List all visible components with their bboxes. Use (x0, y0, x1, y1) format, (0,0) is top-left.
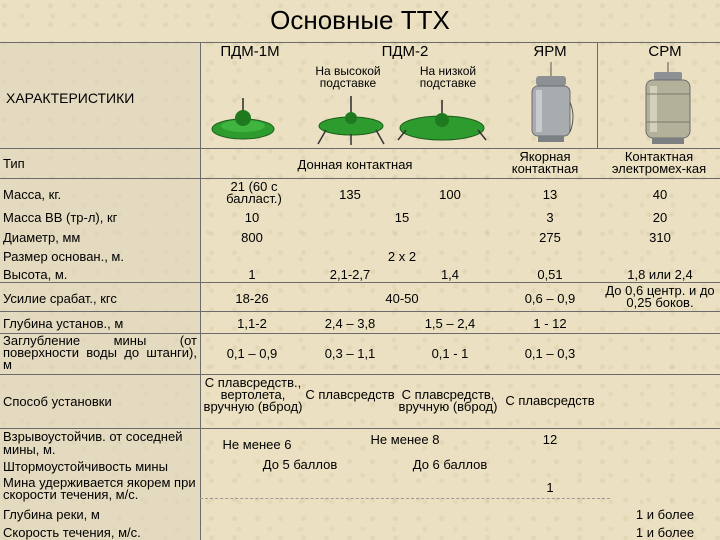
cell-value: Контактная электромех-кая (611, 149, 707, 176)
cell-value: 0,51 (537, 267, 563, 282)
row-label: Глубина установ., м (3, 316, 124, 331)
row-label: Масса ВВ (тр-л), кг (3, 210, 118, 225)
cell-value: 100 (439, 187, 461, 202)
cell-value: 1 и более (635, 507, 695, 522)
row-label: Штормоустойчивость мины (3, 459, 168, 474)
cell-value: 1 (248, 267, 256, 282)
cell-value: До 0,6 центр. и до 0,25 боков. (605, 283, 715, 310)
row-label: Способ установки (3, 394, 112, 409)
column-header-pdm2: ПДМ-2 (381, 43, 429, 60)
cell-value: До 6 баллов (412, 457, 488, 472)
cell-value: 15 (394, 210, 410, 225)
cell-value: 2,4 – 3,8 (324, 316, 376, 331)
row-divider-dashed (200, 498, 610, 499)
row-label: Заглубление мины (от поверхности воды до штанги), м (3, 333, 197, 372)
cell-value: 2 х 2 (387, 249, 417, 264)
row-divider (0, 374, 720, 375)
cell-value: С плавсредств (505, 393, 595, 408)
cell-value: 800 (241, 230, 263, 245)
cell-value: 135 (339, 187, 361, 202)
cell-value: 18-26 (235, 291, 269, 306)
label-column-divider (200, 42, 201, 540)
row-label: Мина удерживается якорем при скорости течения, м/с. (3, 475, 196, 502)
row-label: Размер основан., м. (3, 249, 124, 264)
cell-value: С плавсредств (305, 387, 395, 402)
cell-value: 275 (539, 230, 561, 245)
cell-value: 0,6 – 0,9 (524, 291, 576, 306)
cell-value: 1 (546, 480, 554, 495)
page-title: Основные ТТХ (270, 5, 450, 35)
row-label: Скорость течения, м/с. (3, 525, 141, 540)
cell-value: 12 (542, 432, 558, 447)
cell-value: Донная контактная (297, 157, 413, 172)
cell-value: 20 (652, 210, 668, 225)
pdm1m-mine-image (208, 96, 278, 144)
cell-value: С плавсредств, вручную (вброд) (398, 387, 498, 414)
subheader-high-stand: На высокой подставке (315, 64, 381, 90)
cell-value: Не менее 6 (222, 437, 292, 452)
cell-value: 0,1 – 0,3 (524, 346, 576, 361)
cell-value: 310 (649, 230, 671, 245)
cell-value: 40-50 (385, 291, 419, 306)
characteristics-label: ХАРАКТЕРИСТИКИ (6, 90, 135, 106)
cell-value: До 5 баллов (262, 457, 338, 472)
column-header-yarm: ЯРМ (533, 43, 567, 60)
cell-value: 0,1 – 0,9 (226, 346, 278, 361)
subheader-low-stand: На низкой подставке (419, 64, 477, 90)
cell-value: 1 и более (635, 525, 695, 540)
cell-value: Якорная контактная (511, 149, 579, 176)
cell-value: 1,5 – 2,4 (424, 316, 476, 331)
yarm-mine-image (526, 62, 576, 146)
row-label: Высота, м. (3, 267, 68, 282)
cell-value: 0,3 – 1,1 (324, 346, 376, 361)
cell-value: 2,1-2,7 (329, 267, 371, 282)
cell-value: 10 (244, 210, 260, 225)
row-label: Масса, кг. (3, 187, 62, 202)
row-label: Глубина реки, м (3, 507, 100, 522)
cell-value: 1,4 (440, 267, 460, 282)
cell-value: 13 (542, 187, 558, 202)
cell-value: 40 (652, 187, 668, 202)
row-label: Взрывоустойчив. от соседней мины, м. (3, 429, 183, 457)
row-divider (0, 178, 720, 179)
header-top-line (0, 42, 720, 43)
cell-value: 3 (546, 210, 554, 225)
row-label: Тип (3, 156, 25, 171)
cell-value: 1,8 или 2,4 (627, 267, 693, 282)
srm-mine-image (640, 62, 696, 146)
cell-value: 21 (60 с балласт.) (226, 179, 282, 206)
row-label: Усилие срабат., кгс (3, 291, 117, 306)
pdm2-high-stand-image (312, 96, 390, 146)
pdm2-low-stand-image (396, 100, 488, 144)
yarm-srm-divider (597, 42, 598, 148)
row-divider (0, 311, 720, 312)
cell-value: 1,1-2 (237, 316, 267, 331)
header-bottom-line (0, 148, 720, 149)
cell-value: 0,1 - 1 (431, 346, 469, 361)
column-header-pdm1m: ПДМ-1М (220, 43, 280, 60)
cell-value: 1 - 12 (533, 316, 567, 331)
cell-value: С плавсредств., вертолета, вручную (вброд) (203, 375, 303, 414)
cell-value: Не менее 8 (370, 432, 440, 447)
column-header-srm: СРМ (648, 43, 682, 60)
row-label: Диаметр, мм (3, 230, 81, 245)
